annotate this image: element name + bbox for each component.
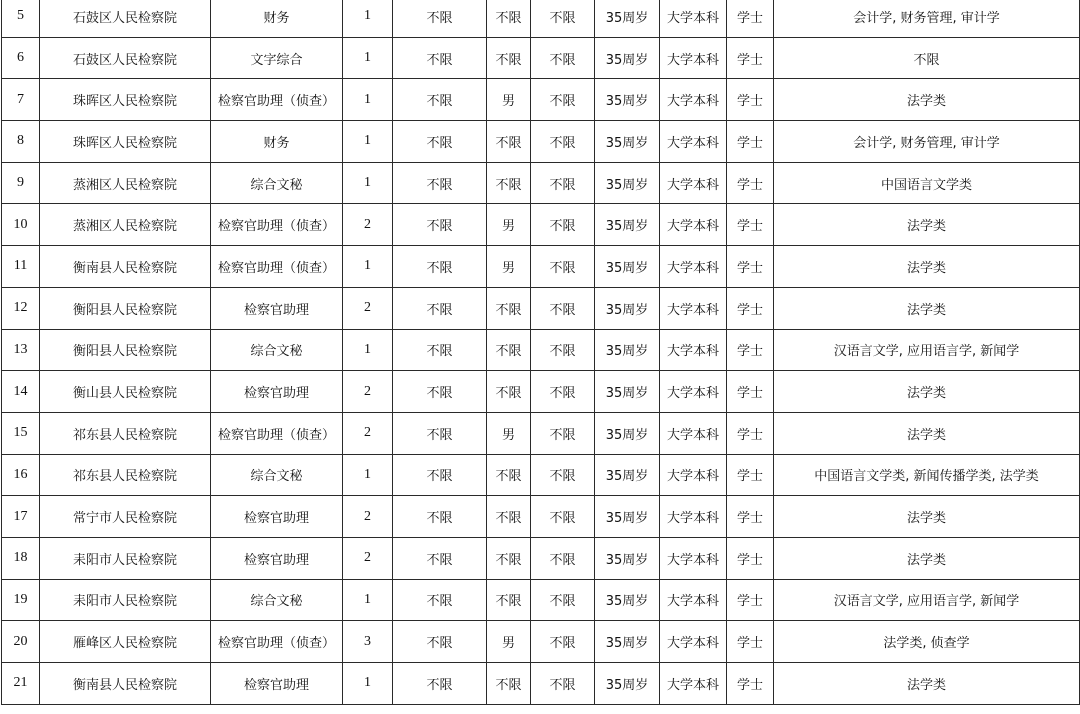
cell-requirement-3: 不限 <box>531 496 595 538</box>
cell-headcount: 1 <box>343 121 393 163</box>
cell-education: 大学本科 <box>660 79 727 121</box>
cell-headcount: 1 <box>343 79 393 121</box>
cell-age-limit: 35周岁 <box>595 412 660 454</box>
cell-major: 法学类 <box>774 496 1080 538</box>
cell-major: 不限 <box>774 37 1080 79</box>
cell-age-limit: 35周岁 <box>595 121 660 163</box>
cell-age-limit: 35周岁 <box>595 246 660 288</box>
cell-position: 检察官助理 <box>211 537 343 579</box>
cell-recruiting-unit: 衡阳县人民检察院 <box>40 329 211 371</box>
cell-education: 大学本科 <box>660 371 727 413</box>
cell-recruiting-unit: 祁东县人民检察院 <box>40 412 211 454</box>
cell-recruiting-unit: 衡山县人民检察院 <box>40 371 211 413</box>
cell-position: 综合文秘 <box>211 162 343 204</box>
cell-gender: 男 <box>487 412 531 454</box>
cell-gender: 不限 <box>487 371 531 413</box>
cell-gender: 不限 <box>487 37 531 79</box>
cell-age-limit: 35周岁 <box>595 496 660 538</box>
cell-degree: 学士 <box>727 537 774 579</box>
cell-headcount: 1 <box>343 0 393 37</box>
cell-degree: 学士 <box>727 162 774 204</box>
cell-major: 法学类 <box>774 287 1080 329</box>
cell-gender: 不限 <box>487 663 531 705</box>
cell-gender: 不限 <box>487 537 531 579</box>
cell-age-limit: 35周岁 <box>595 0 660 37</box>
cell-requirement-3: 不限 <box>531 537 595 579</box>
cell-recruiting-unit: 衡南县人民检察院 <box>40 663 211 705</box>
cell-recruiting-unit: 石鼓区人民检察院 <box>40 0 211 37</box>
cell-education: 大学本科 <box>660 537 727 579</box>
cell-headcount: 2 <box>343 287 393 329</box>
cell-headcount: 1 <box>343 37 393 79</box>
cell-serial-number: 10 <box>2 204 40 246</box>
cell-recruiting-unit: 珠晖区人民检察院 <box>40 79 211 121</box>
cell-serial-number: 16 <box>2 454 40 496</box>
cell-age-limit: 35周岁 <box>595 663 660 705</box>
cell-requirement-1: 不限 <box>393 121 487 163</box>
cell-serial-number: 12 <box>2 287 40 329</box>
cell-requirement-3: 不限 <box>531 454 595 496</box>
cell-degree: 学士 <box>727 79 774 121</box>
cell-degree: 学士 <box>727 579 774 621</box>
cell-education: 大学本科 <box>660 663 727 705</box>
cell-requirement-3: 不限 <box>531 0 595 37</box>
cell-degree: 学士 <box>727 329 774 371</box>
cell-requirement-1: 不限 <box>393 579 487 621</box>
cell-degree: 学士 <box>727 287 774 329</box>
cell-education: 大学本科 <box>660 162 727 204</box>
cell-position: 检察官助理 <box>211 287 343 329</box>
cell-education: 大学本科 <box>660 121 727 163</box>
cell-serial-number: 17 <box>2 496 40 538</box>
cell-gender: 不限 <box>487 162 531 204</box>
cell-age-limit: 35周岁 <box>595 371 660 413</box>
table-row <box>2 537 1080 579</box>
cell-education: 大学本科 <box>660 287 727 329</box>
cell-education: 大学本科 <box>660 0 727 37</box>
cell-headcount: 1 <box>343 162 393 204</box>
cell-position: 检察官助理 <box>211 496 343 538</box>
cell-age-limit: 35周岁 <box>595 621 660 663</box>
cell-degree: 学士 <box>727 663 774 705</box>
cell-recruiting-unit: 衡南县人民检察院 <box>40 246 211 288</box>
table-row <box>2 79 1080 121</box>
cell-serial-number: 14 <box>2 371 40 413</box>
cell-requirement-3: 不限 <box>531 329 595 371</box>
cell-requirement-1: 不限 <box>393 496 487 538</box>
cell-degree: 学士 <box>727 621 774 663</box>
table-row <box>2 412 1080 454</box>
cell-major: 法学类 <box>774 79 1080 121</box>
cell-gender: 男 <box>487 204 531 246</box>
cell-degree: 学士 <box>727 496 774 538</box>
cell-requirement-1: 不限 <box>393 412 487 454</box>
table-row <box>2 454 1080 496</box>
cell-headcount: 2 <box>343 371 393 413</box>
cell-age-limit: 35周岁 <box>595 79 660 121</box>
cell-serial-number: 20 <box>2 621 40 663</box>
cell-major: 中国语言文学类, 新闻传播学类, 法学类 <box>774 454 1080 496</box>
cell-position: 检察官助理（侦查） <box>211 621 343 663</box>
cell-major: 汉语言文学, 应用语言学, 新闻学 <box>774 579 1080 621</box>
cell-position: 综合文秘 <box>211 579 343 621</box>
cell-major: 会计学, 财务管理, 审计学 <box>774 0 1080 37</box>
cell-degree: 学士 <box>727 121 774 163</box>
cell-serial-number: 9 <box>2 162 40 204</box>
table-row <box>2 621 1080 663</box>
cell-requirement-3: 不限 <box>531 37 595 79</box>
cell-requirement-1: 不限 <box>393 287 487 329</box>
table-row <box>2 0 1080 37</box>
cell-requirement-1: 不限 <box>393 162 487 204</box>
cell-requirement-3: 不限 <box>531 621 595 663</box>
cell-recruiting-unit: 祁东县人民检察院 <box>40 454 211 496</box>
table-row <box>2 329 1080 371</box>
cell-serial-number: 21 <box>2 663 40 705</box>
cell-major: 会计学, 财务管理, 审计学 <box>774 121 1080 163</box>
cell-degree: 学士 <box>727 0 774 37</box>
cell-recruiting-unit: 蒸湘区人民检察院 <box>40 162 211 204</box>
cell-recruiting-unit: 耒阳市人民检察院 <box>40 537 211 579</box>
cell-recruiting-unit: 蒸湘区人民检察院 <box>40 204 211 246</box>
cell-recruiting-unit: 耒阳市人民检察院 <box>40 579 211 621</box>
cell-major: 法学类 <box>774 412 1080 454</box>
cell-headcount: 1 <box>343 579 393 621</box>
cell-requirement-3: 不限 <box>531 412 595 454</box>
cell-gender: 不限 <box>487 0 531 37</box>
table-row <box>2 246 1080 288</box>
cell-headcount: 1 <box>343 663 393 705</box>
table-row <box>2 287 1080 329</box>
table-row <box>2 37 1080 79</box>
cell-headcount: 1 <box>343 246 393 288</box>
cell-requirement-1: 不限 <box>393 0 487 37</box>
cell-requirement-1: 不限 <box>393 454 487 496</box>
cell-serial-number: 15 <box>2 412 40 454</box>
cell-headcount: 1 <box>343 454 393 496</box>
cell-degree: 学士 <box>727 37 774 79</box>
cell-requirement-1: 不限 <box>393 79 487 121</box>
cell-requirement-3: 不限 <box>531 204 595 246</box>
cell-serial-number: 8 <box>2 121 40 163</box>
cell-requirement-3: 不限 <box>531 79 595 121</box>
cell-position: 检察官助理 <box>211 663 343 705</box>
cell-requirement-3: 不限 <box>531 162 595 204</box>
cell-requirement-1: 不限 <box>393 246 487 288</box>
cell-serial-number: 19 <box>2 579 40 621</box>
cell-requirement-1: 不限 <box>393 37 487 79</box>
cell-recruiting-unit: 衡阳县人民检察院 <box>40 287 211 329</box>
cell-position: 文字综合 <box>211 37 343 79</box>
cell-position: 综合文秘 <box>211 329 343 371</box>
cell-position: 检察官助理（侦查） <box>211 246 343 288</box>
cell-gender: 不限 <box>487 121 531 163</box>
cell-serial-number: 6 <box>2 37 40 79</box>
cell-requirement-3: 不限 <box>531 121 595 163</box>
cell-education: 大学本科 <box>660 621 727 663</box>
cell-education: 大学本科 <box>660 454 727 496</box>
cell-age-limit: 35周岁 <box>595 287 660 329</box>
cell-requirement-1: 不限 <box>393 371 487 413</box>
cell-education: 大学本科 <box>660 37 727 79</box>
table-row <box>2 162 1080 204</box>
table-body <box>2 0 1080 704</box>
cell-degree: 学士 <box>727 412 774 454</box>
cell-position: 检察官助理 <box>211 371 343 413</box>
cell-requirement-1: 不限 <box>393 204 487 246</box>
cell-gender: 不限 <box>487 329 531 371</box>
cell-requirement-1: 不限 <box>393 537 487 579</box>
recruitment-table <box>1 0 1080 705</box>
cell-major: 法学类 <box>774 371 1080 413</box>
cell-headcount: 2 <box>343 204 393 246</box>
cell-requirement-1: 不限 <box>393 663 487 705</box>
cell-age-limit: 35周岁 <box>595 162 660 204</box>
table-row <box>2 204 1080 246</box>
cell-position: 财务 <box>211 121 343 163</box>
cell-position: 检察官助理（侦查） <box>211 79 343 121</box>
cell-major: 法学类 <box>774 204 1080 246</box>
cell-age-limit: 35周岁 <box>595 204 660 246</box>
table-row <box>2 121 1080 163</box>
cell-recruiting-unit: 常宁市人民检察院 <box>40 496 211 538</box>
cell-headcount: 2 <box>343 537 393 579</box>
cell-recruiting-unit: 雁峰区人民检察院 <box>40 621 211 663</box>
cell-gender: 男 <box>487 246 531 288</box>
cell-age-limit: 35周岁 <box>595 537 660 579</box>
cell-gender: 男 <box>487 79 531 121</box>
cell-serial-number: 5 <box>2 0 40 37</box>
cell-education: 大学本科 <box>660 204 727 246</box>
cell-position: 财务 <box>211 0 343 37</box>
table-row <box>2 496 1080 538</box>
cell-requirement-3: 不限 <box>531 371 595 413</box>
cell-major: 法学类 <box>774 663 1080 705</box>
cell-serial-number: 18 <box>2 537 40 579</box>
cell-major: 中国语言文学类 <box>774 162 1080 204</box>
cell-education: 大学本科 <box>660 246 727 288</box>
cell-gender: 不限 <box>487 287 531 329</box>
cell-headcount: 1 <box>343 329 393 371</box>
cell-gender: 不限 <box>487 496 531 538</box>
table-row <box>2 663 1080 705</box>
cell-requirement-3: 不限 <box>531 663 595 705</box>
cell-serial-number: 7 <box>2 79 40 121</box>
cell-serial-number: 13 <box>2 329 40 371</box>
table-row <box>2 579 1080 621</box>
cell-age-limit: 35周岁 <box>595 454 660 496</box>
cell-degree: 学士 <box>727 454 774 496</box>
cell-requirement-3: 不限 <box>531 246 595 288</box>
cell-major: 法学类 <box>774 246 1080 288</box>
cell-gender: 不限 <box>487 454 531 496</box>
cell-major: 法学类 <box>774 537 1080 579</box>
cell-serial-number: 11 <box>2 246 40 288</box>
cell-gender: 男 <box>487 621 531 663</box>
cell-age-limit: 35周岁 <box>595 37 660 79</box>
cell-major: 汉语言文学, 应用语言学, 新闻学 <box>774 329 1080 371</box>
cell-education: 大学本科 <box>660 579 727 621</box>
cell-position: 检察官助理（侦查） <box>211 412 343 454</box>
cell-headcount: 2 <box>343 496 393 538</box>
cell-position: 综合文秘 <box>211 454 343 496</box>
cell-degree: 学士 <box>727 246 774 288</box>
cell-requirement-3: 不限 <box>531 579 595 621</box>
cell-headcount: 2 <box>343 412 393 454</box>
table-row <box>2 371 1080 413</box>
cell-age-limit: 35周岁 <box>595 579 660 621</box>
cell-education: 大学本科 <box>660 329 727 371</box>
cell-recruiting-unit: 珠晖区人民检察院 <box>40 121 211 163</box>
cell-gender: 不限 <box>487 579 531 621</box>
cell-degree: 学士 <box>727 371 774 413</box>
cell-position: 检察官助理（侦查） <box>211 204 343 246</box>
cell-recruiting-unit: 石鼓区人民检察院 <box>40 37 211 79</box>
cell-requirement-1: 不限 <box>393 621 487 663</box>
cell-requirement-1: 不限 <box>393 329 487 371</box>
cell-degree: 学士 <box>727 204 774 246</box>
cell-age-limit: 35周岁 <box>595 329 660 371</box>
cell-education: 大学本科 <box>660 412 727 454</box>
cell-major: 法学类, 侦查学 <box>774 621 1080 663</box>
cell-education: 大学本科 <box>660 496 727 538</box>
cell-requirement-3: 不限 <box>531 287 595 329</box>
cell-headcount: 3 <box>343 621 393 663</box>
